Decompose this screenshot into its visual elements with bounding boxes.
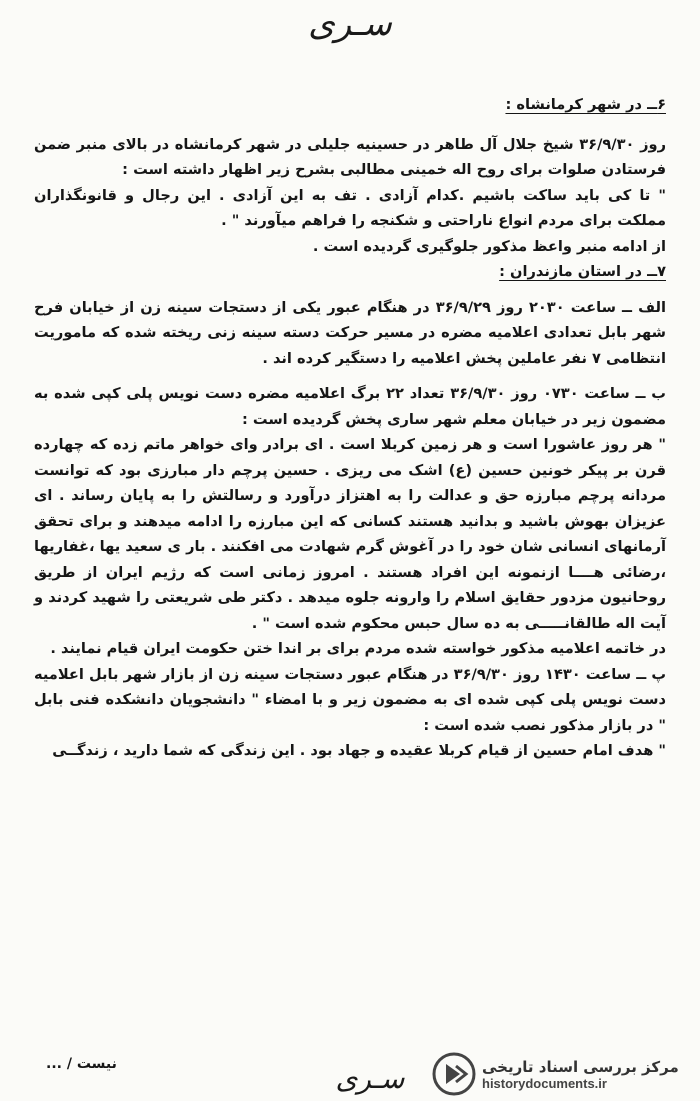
quote-paragraph: " هدف امام حسین از قیام کربلا عقیده و جهاد بود . این زندگی که شما دارید ، زندگــی [52, 742, 666, 759]
section-heading-mazandaran: ۷ــ در استان مازندران : [499, 263, 666, 280]
paragraph-pe: پ ــ ساعت ۱۴۳۰ روز ۳۶/۹/۳۰ در هنگام عبور دستجات سینه زن از بازار شهر بابل اعلامیه دست نویس پلی کپی شده ای به مضمون زیر و با امضاء " دانشجویان دانشکده فنی بابل " در بازار مذکور نصب شده است : [34, 665, 666, 734]
classification-header: سـری [308, 4, 392, 44]
document-body [34, 92, 666, 764]
quote-paragraph: " تا کی باید ساکت باشیم .کدام آزادی . تف به این آزادی . این رجال و قانونگذاران مملکت برای مردم انواع ناراحتی و شکنجه را فراهم میآورند " . [34, 186, 666, 229]
section-heading-kermanshah: ۶ــ در شهر کرمانشاه : [505, 96, 666, 113]
watermark-title: مرکز بررسی اسناد تاریخی [482, 1057, 679, 1076]
classification-footer: سـری [335, 1062, 405, 1095]
watermark [432, 1050, 692, 1098]
continuation-note: نیست / ... [46, 1056, 117, 1072]
watermark-text [482, 1058, 679, 1091]
quote-paragraph: " هر روز عاشورا است و هر زمین کربلا است . ای برادر وای خواهر ماتم زده که چهارده قرن بر پیکر خونین حسین (ع) اشک می ریزی . حسین پرچم دار مبارزی بود که توانست مردانه پرچم مبارزه حق و عدالت را به اهتزاز درآورد و رسالتش را به پایان رساند . ای عزیزان بهوش باشید و بدانید هستند کسانی که این مبارزه را ادامه میدهند و برای تحقق آرمانهای انسانی شان خود را در آغوش گرم شهادت می افکنند . بار ی سعید یها ،غفاریها ،رضائی هــــا ازنمونه این افراد هستند . امروز زمانی است که رژیم ایران از طریق روحانیون مزدور حقایق اسلام را وارونه جلوه میدهد . دکتر طی شریعتی را شهید کردند و آیت اله طالقانـــــی به ده سال حبس محکوم شده است " . [34, 436, 666, 632]
paragraph: در خاتمه اعلامیه مذکور خواسته شده مردم برای بر اندا ختن حکومت ایران قیام نمایند . [50, 640, 666, 657]
paragraph: روز ۳۶/۹/۳۰ شیخ جلال آل طاهر در حسینیه جلیلی در شهر کرمانشاه در بالای منبر ضمن فرستادن صلوات برای روح اله خمینی مطالبی بشرح زیر اظهار داشته است : [34, 135, 666, 178]
archive-logo-icon [432, 1052, 476, 1096]
paragraph-alef: الف ــ ساعت ۲۰۳۰ روز ۳۶/۹/۲۹ در هنگام عبور یکی از دستجات سینه زن از خیابان فرح شهر بابل تعدادی اعلامیه مضره در مسیر حرکت دسته سینه زنی ریخته شده که ماموریت انتظامی ۷ نفر عاملین پخش اعلامیه را دستگیر کرده اند . [34, 298, 666, 367]
watermark-url: historydocuments.ir [482, 1075, 607, 1091]
paragraph: از ادامه منبر واعظ مذکور جلوگیری گردیده است . [312, 237, 666, 255]
paragraph-be: ب ــ ساعت ۰۷۳۰ روز ۳۶/۹/۳۰ تعداد ۲۲ برگ اعلامیه مضره دست نویس پلی کپی شده به مضمون زیر در خیابان معلم شهر ساری پخش گردیده است : [34, 385, 666, 428]
